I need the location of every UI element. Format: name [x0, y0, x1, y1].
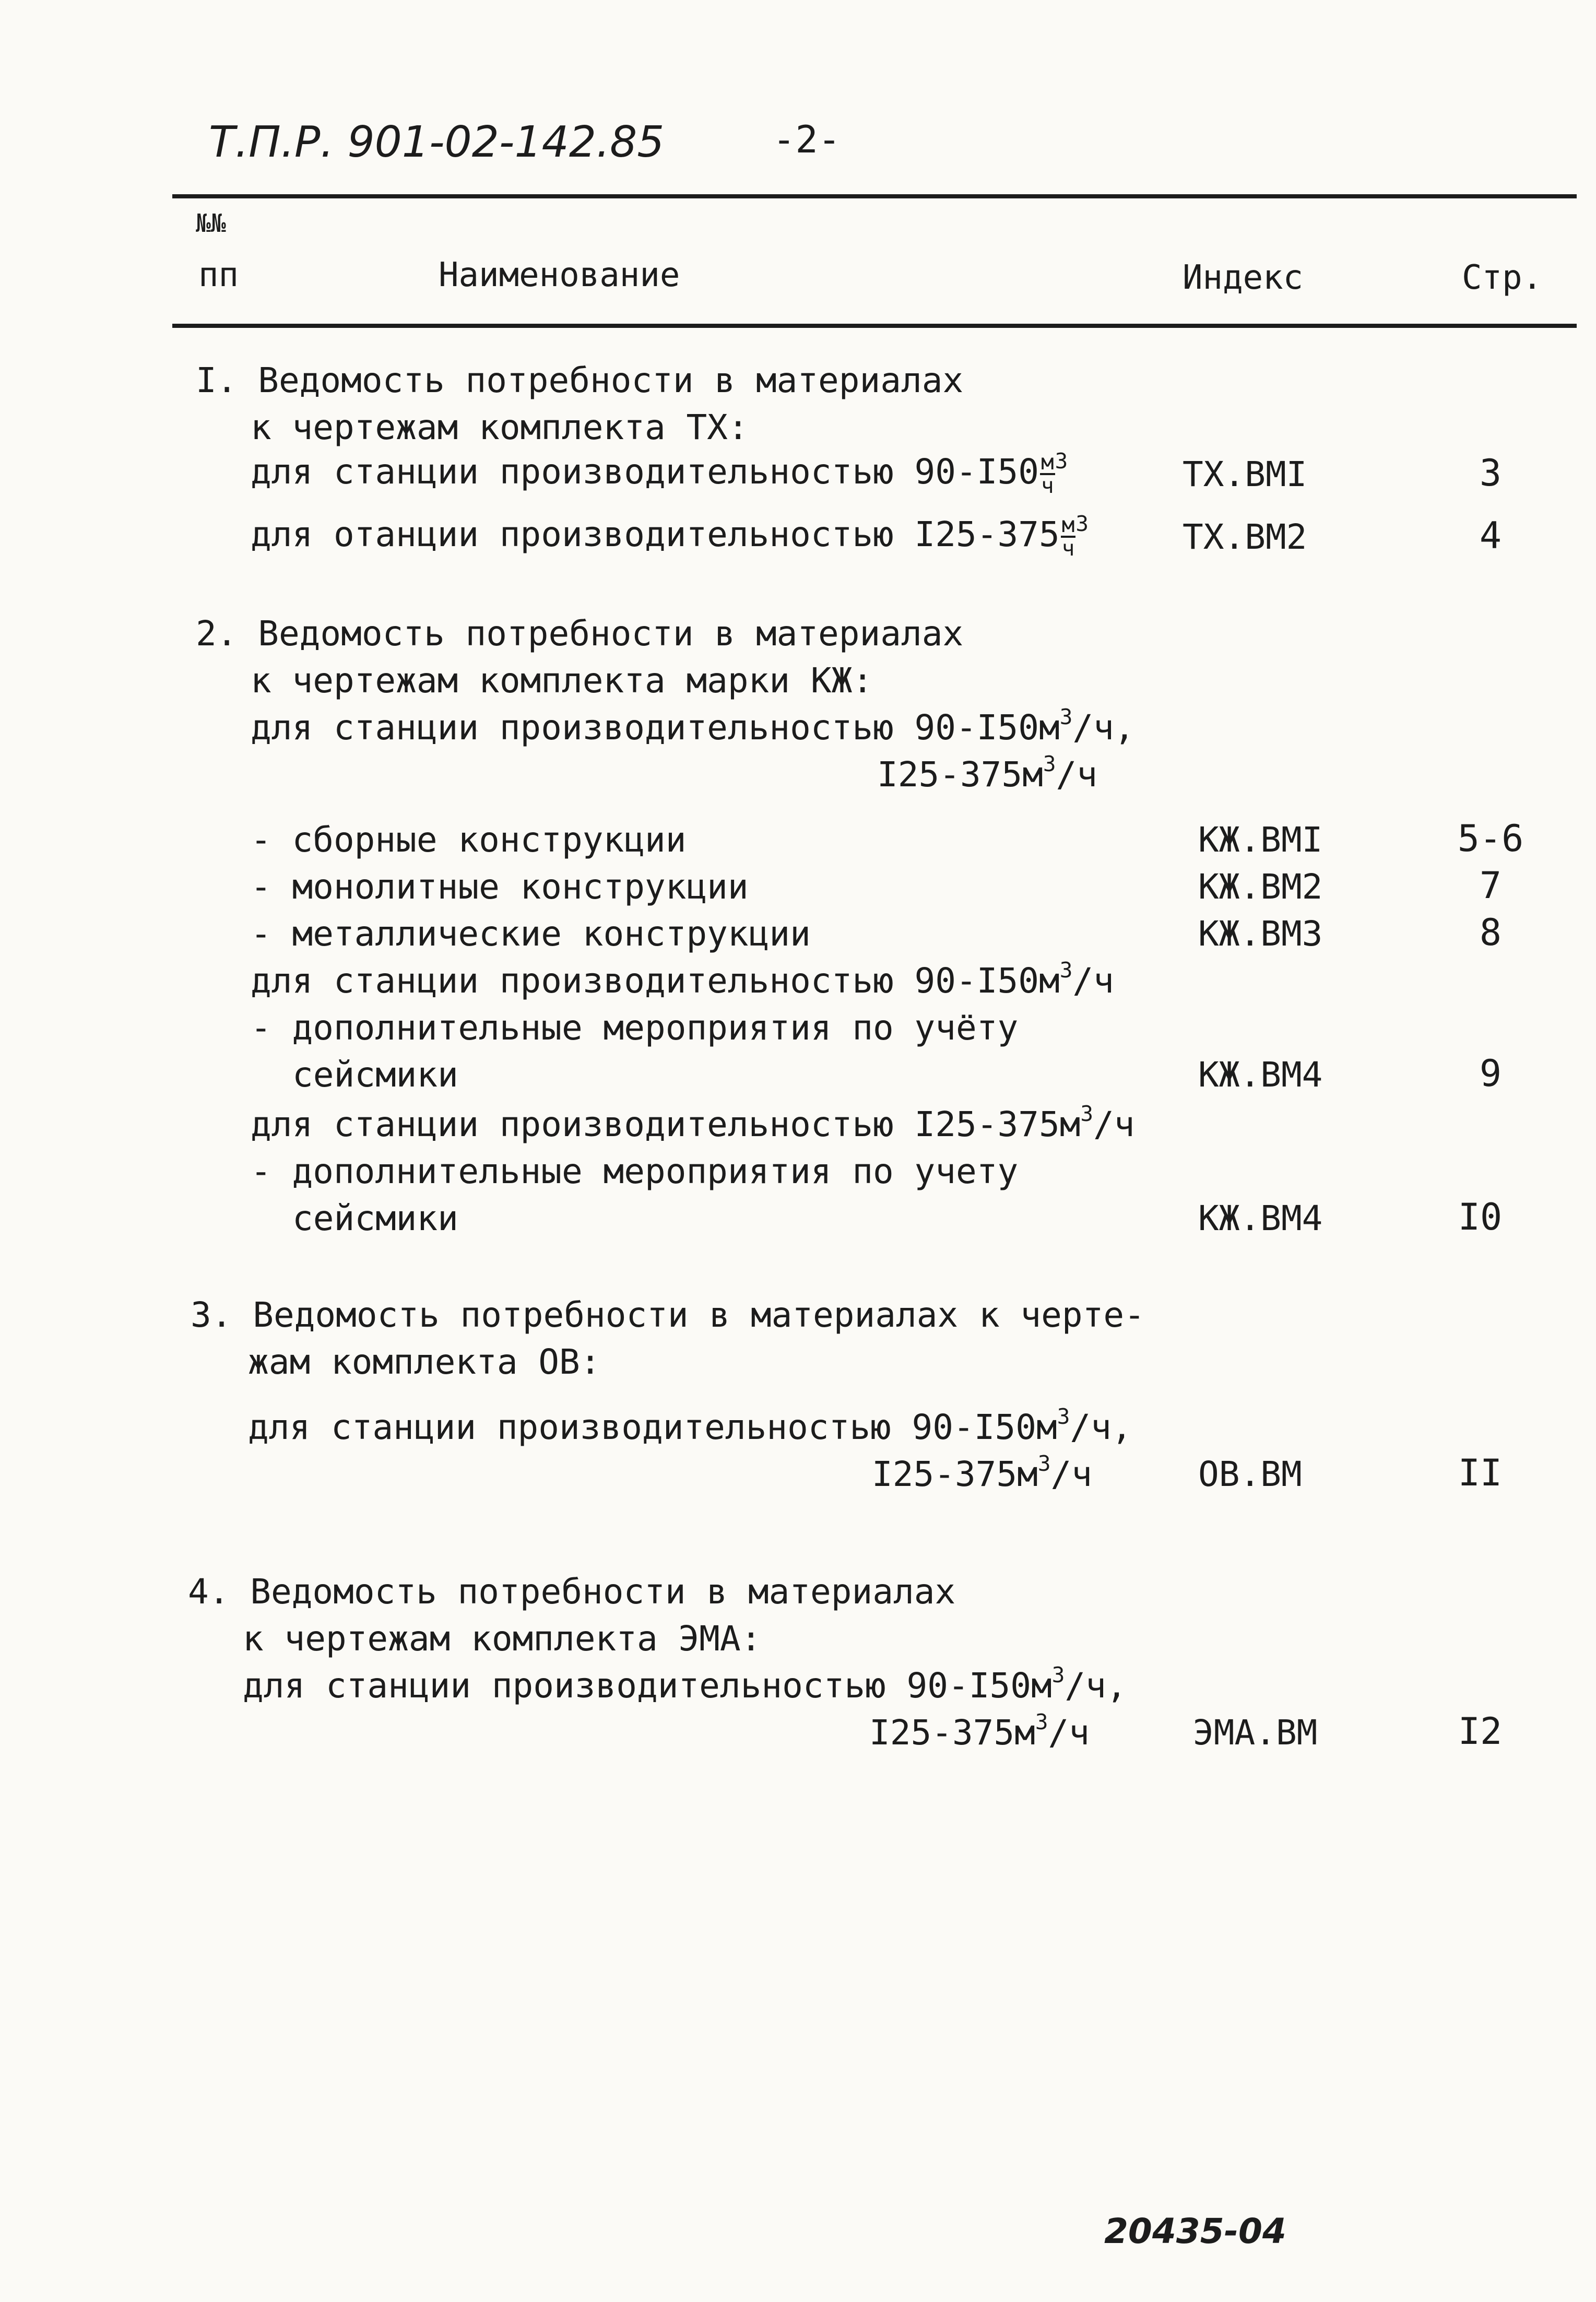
unit-tail: /ч [1093, 1104, 1135, 1144]
document-code: Т.П.Р. 901-02-142.85 [209, 117, 665, 167]
number-header-line2: пп [198, 256, 239, 294]
s1-row2-text: для отанции производительностью I25-375 [251, 514, 1060, 554]
s3-capacity-line2 [872, 1450, 1093, 1494]
unit-exponent: 3 [1035, 1709, 1048, 1734]
s2-capacity-line [251, 704, 1135, 748]
s1-row1-page: 3 [1479, 452, 1502, 494]
unit-fraction [1061, 514, 1076, 559]
s1-row1-text: для станции производительностью 90-I50 [251, 452, 1039, 492]
s4-title: 4. Ведомость потребности в материалах [188, 1572, 956, 1612]
page-column-header: Стр. [1462, 258, 1543, 297]
s4-capacity-line [243, 1662, 1127, 1706]
s3-capacity-line [248, 1403, 1132, 1447]
page-number: -2- [773, 117, 841, 161]
s1-title: I. Ведомость потребности в материалах [196, 360, 964, 400]
s4-capacity-line2 [869, 1709, 1090, 1753]
s2-seismic-90-line2: сейсмики [292, 1055, 458, 1095]
capacity-text: для станции производительностью 90-I50м [251, 707, 1060, 748]
unit-exponent: 3 [1051, 1662, 1065, 1687]
s2-item-metal-page: 8 [1479, 911, 1502, 954]
capacity-text: I25-375м [872, 1454, 1038, 1494]
s1-row1-index: ТХ.ВМI [1183, 454, 1307, 494]
index-column-header: Индекс [1183, 258, 1304, 297]
unit-tail: /ч, [1065, 1666, 1127, 1706]
unit-tail: /ч [1050, 1454, 1093, 1494]
unit-numerator: м [1061, 512, 1075, 538]
s2-seismic-125-line2: сейсмики [292, 1198, 458, 1238]
s2-seismic-125-page: I0 [1458, 1196, 1503, 1238]
capacity-text: для станции производительностью 90-I50м [243, 1666, 1052, 1706]
unit-denominator: ч [1061, 535, 1075, 561]
unit-exponent: 3 [1057, 1403, 1070, 1429]
s1-subtitle: к чертежам комплекта ТХ: [251, 407, 749, 447]
s2-item-monolithic-page: 7 [1479, 864, 1502, 907]
name-column-header: Наименование [439, 256, 680, 294]
header-rule-top [172, 194, 1577, 198]
s4-index: ЭМА.ВМ [1193, 1713, 1318, 1753]
s2-station-90 [251, 957, 1114, 1001]
capacity-text: для станции производительностью 90-I50м [251, 961, 1060, 1001]
s1-row1 [251, 448, 1068, 498]
s2-item-monolithic: - монолитные конструкции [251, 867, 749, 907]
header-rule-bottom [172, 324, 1577, 328]
number-header-line1: №№ [196, 209, 226, 238]
unit-exponent: 3 [1075, 511, 1089, 536]
s2-seismic-125-line1: - дополнительные мероприятия по учету [251, 1151, 1019, 1191]
unit-exponent: 3 [1043, 751, 1056, 776]
capacity-text: I25-375м [877, 754, 1043, 795]
s2-item-metal-index: КЖ.ВМ3 [1198, 914, 1323, 954]
s2-item-precast-page: 5-6 [1457, 817, 1524, 860]
s1-row2-page: 4 [1479, 514, 1502, 557]
unit-tail: /ч, [1070, 1407, 1132, 1447]
s2-item-precast: - сборные конструкции [251, 820, 687, 860]
s2-item-metal: - металлические конструкции [251, 914, 811, 954]
unit-tail: /ч [1056, 754, 1098, 795]
s2-subtitle: к чертежам комплекта марки КЖ: [251, 660, 873, 701]
s2-seismic-90-page: 9 [1479, 1052, 1502, 1095]
s2-seismic-90-line1: - дополнительные мероприятия по учёту [251, 1008, 1019, 1048]
unit-tail: /ч [1048, 1713, 1090, 1753]
unit-exponent: 3 [1037, 1450, 1051, 1476]
capacity-text: I25-375м [869, 1713, 1035, 1753]
capacity-text: для станции производительностью I25-375м [251, 1104, 1081, 1144]
unit-numerator: м [1041, 450, 1054, 475]
unit-fraction [1040, 452, 1055, 497]
s2-item-monolithic-index: КЖ.ВМ2 [1198, 867, 1323, 907]
s2-title: 2. Ведомость потребности в материалах [196, 613, 964, 654]
s2-seismic-90-index: КЖ.ВМ4 [1198, 1055, 1323, 1095]
capacity-text: для станции производительностью 90-I50м [248, 1407, 1057, 1447]
s1-row2-index: ТХ.ВМ2 [1183, 517, 1307, 557]
s2-capacity-line2 [877, 751, 1098, 795]
s2-item-precast-index: КЖ.ВМI [1198, 820, 1323, 860]
s4-page: I2 [1458, 1710, 1503, 1753]
s2-station-125 [251, 1101, 1135, 1144]
unit-exponent: 3 [1055, 448, 1068, 474]
unit-exponent: 3 [1059, 704, 1073, 729]
s4-subtitle: к чертежам комплекта ЭМА: [243, 1619, 762, 1659]
s3-page: II [1458, 1451, 1503, 1494]
s3-title: 3. Ведомость потребности в материалах к черте- [191, 1295, 1145, 1335]
s3-index: ОВ.ВМ [1198, 1454, 1302, 1494]
unit-denominator: ч [1041, 473, 1054, 498]
archive-stamp: 20435-04 [1104, 2211, 1286, 2251]
s3-subtitle: жам комплекта ОВ: [248, 1342, 601, 1382]
s2-seismic-125-index: КЖ.ВМ4 [1198, 1198, 1323, 1238]
unit-exponent: 3 [1080, 1101, 1094, 1126]
s1-row2 [251, 511, 1089, 561]
unit-exponent: 3 [1059, 957, 1073, 983]
unit-tail: /ч, [1072, 707, 1135, 748]
unit-tail: /ч [1072, 961, 1114, 1001]
